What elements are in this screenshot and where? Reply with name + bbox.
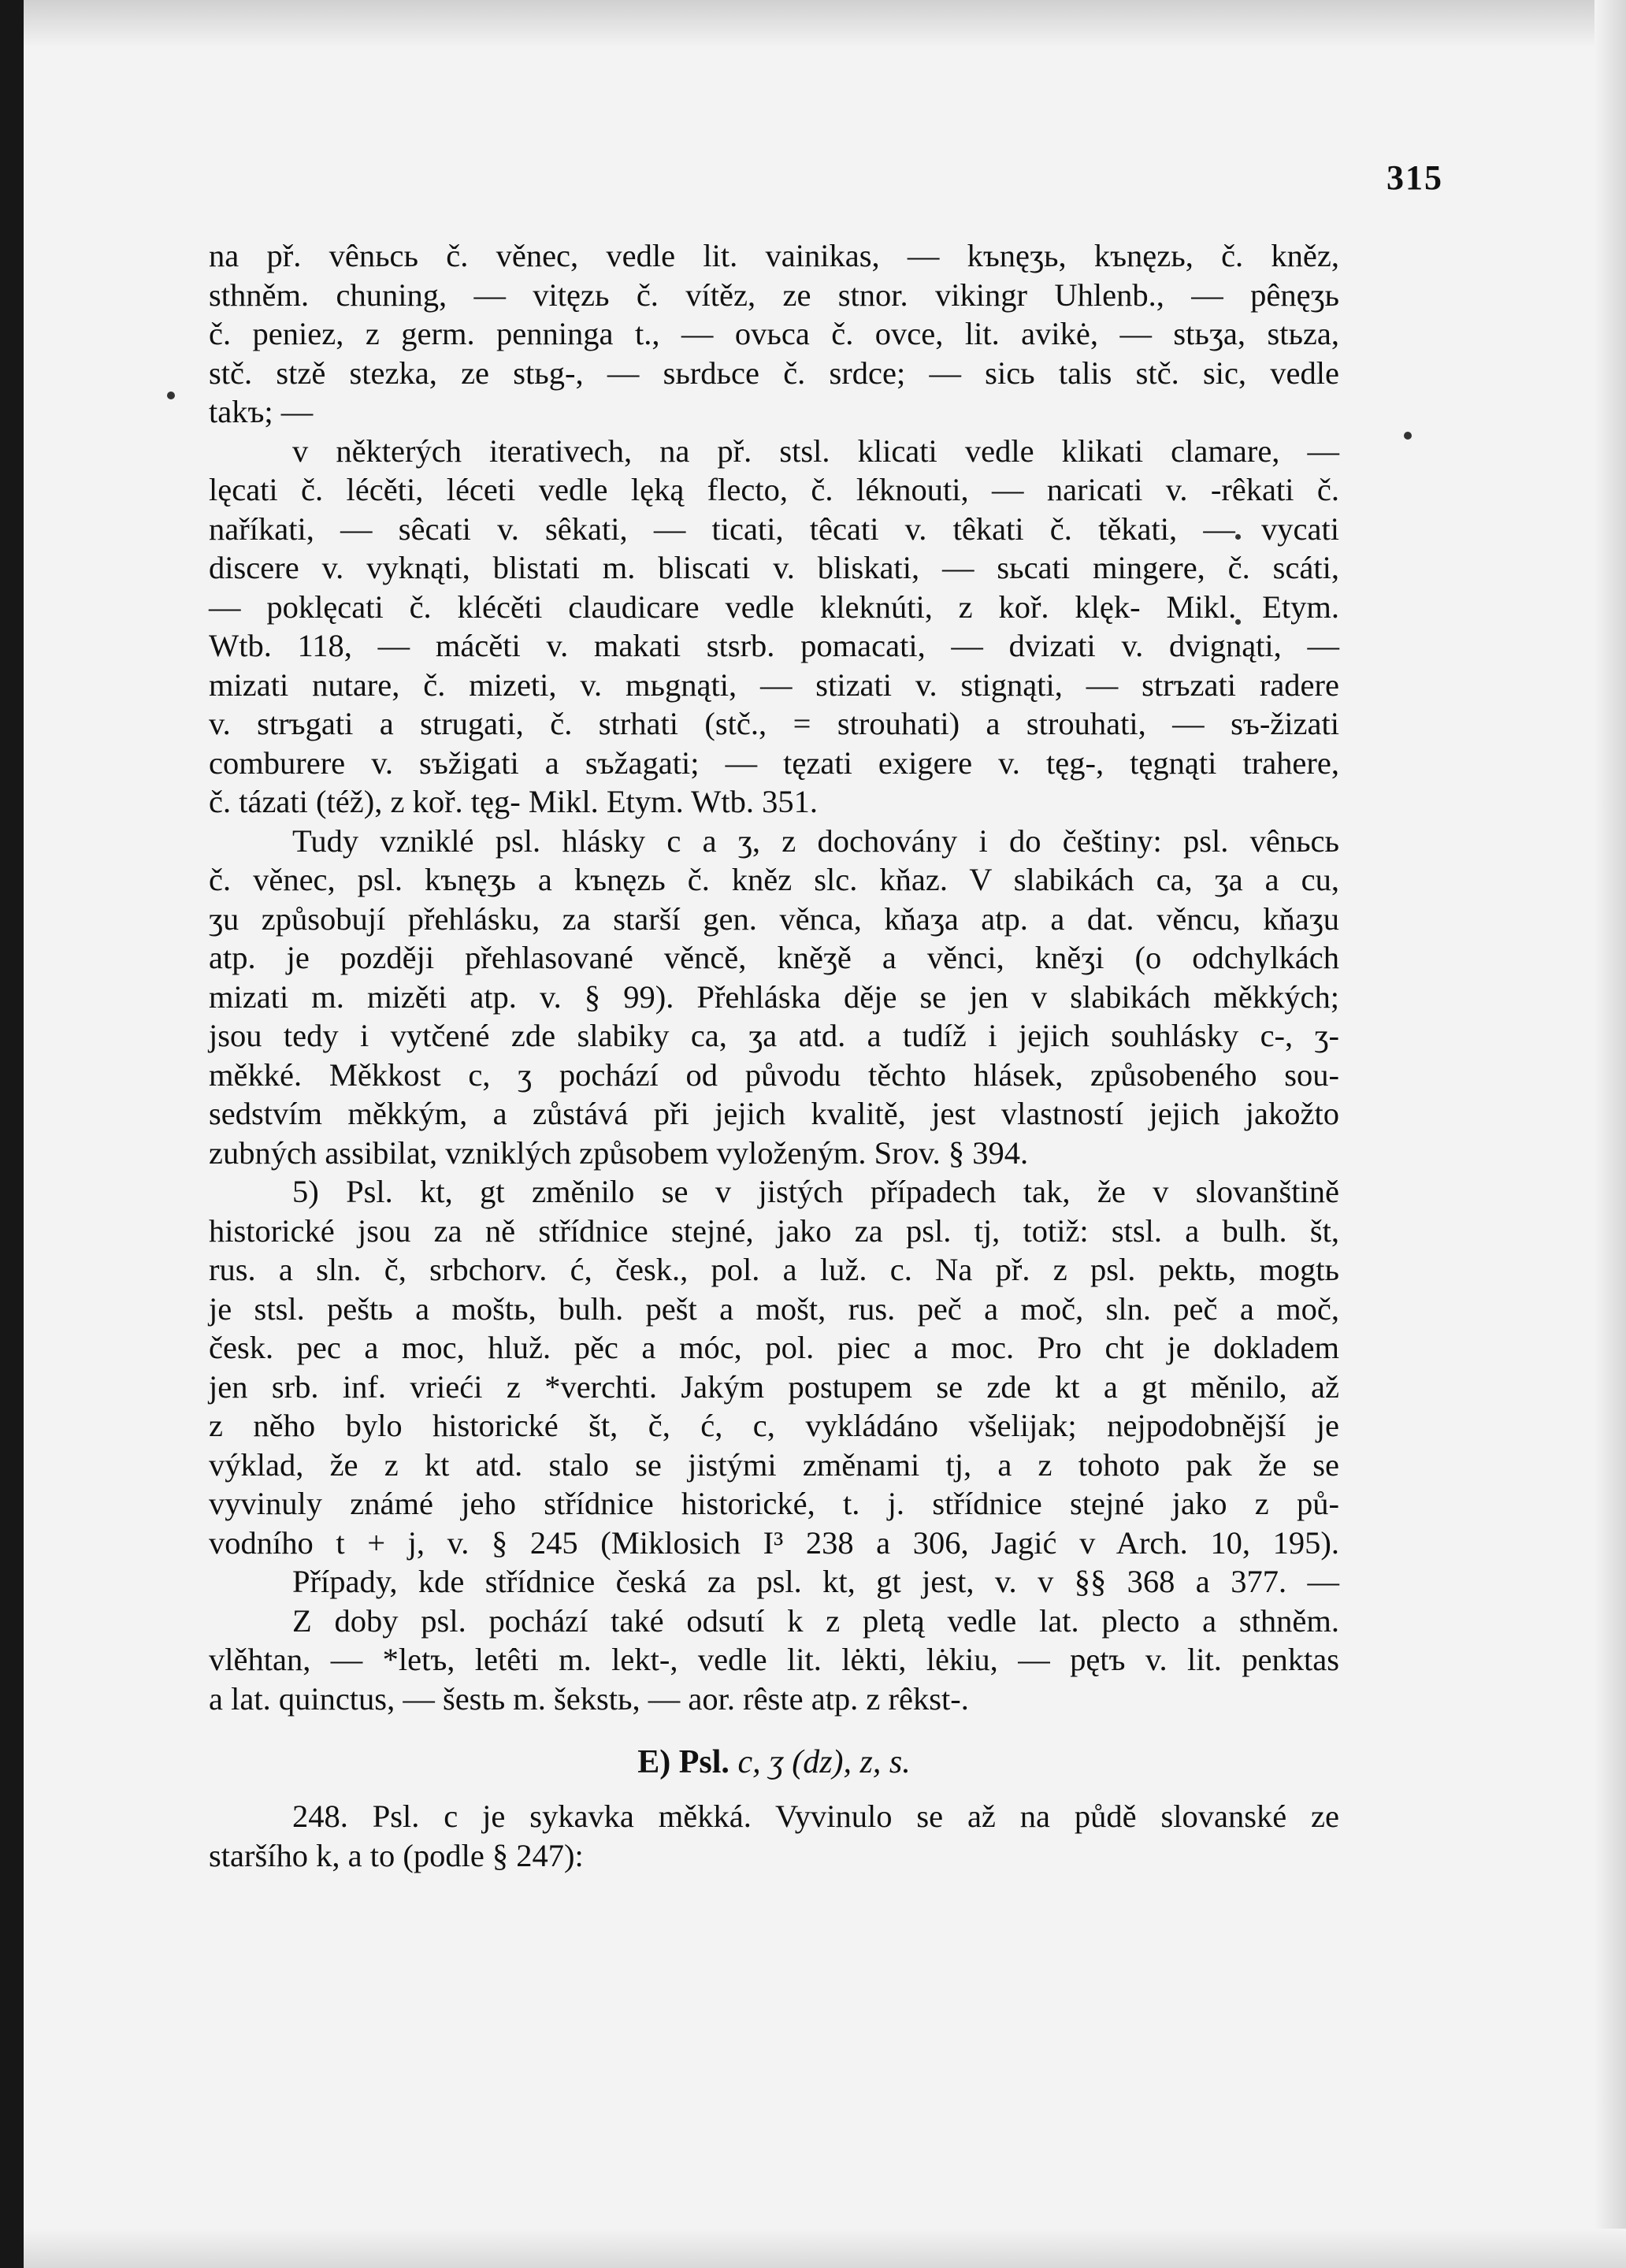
page-right-edge: [1594, 0, 1626, 2268]
text-line: Tudy vzniklé psl. hlásky c a ʒ, z dochovány i do češtiny: psl. vênьcь: [292, 822, 1339, 859]
text-line: Wtb. 118, — mácěti v. makati stsrb. pomacati, — dvizati v. dvignąti, —: [209, 628, 1339, 663]
text-line: historické jsou za ně střídnice stejné, jako za psl. tj, totiž: stsl. a bulh. št,: [209, 1212, 1339, 1249]
text-line: výklad, že z kt atd. stalo se jistými změnami tj, a z tohoto pak že se: [209, 1446, 1339, 1483]
section-heading: [209, 1728, 1339, 1797]
page-number: 315: [1387, 158, 1443, 197]
text-line: comburere v. sъžigati a sъžagati; — tęzati exigere v. tęg-, tęgnąti trahere,: [209, 744, 1339, 781]
text-line: naříkati, — sêcati v. sêkati, — ticati, têcati v. têkati č. těkati, — vycati: [209, 510, 1339, 547]
book-spine-shadow: [0, 0, 24, 2268]
text-line: zubných assibilat, vzniklých způsobem vyloženým. Srov. § 394.: [209, 1134, 1029, 1171]
text-line: mizati nutare, č. mizeti, v. mьgnąti, — stizati v. stignąti, — strъzati radere: [209, 666, 1339, 703]
text-line: mizati m. mizěti atp. v. § 99). Přehláska děje se jen v slabikách měkkých;: [209, 978, 1339, 1015]
text-line: 5) Psl. kt, gt změnilo se v jistých případech tak, že v slovanštině: [292, 1174, 1339, 1209]
text-line: č. věnec, psl. kъnęʒь a kъnęzь č. kněz slc. kňaz. V slabikách ca, ʒa a cu,: [209, 862, 1339, 897]
text-line: atp. je později přehlasované věncě, kněʒě a věnci, kněʒi (o odchylkách: [209, 940, 1339, 975]
text-line: stč. stzě stezka, ze stьg-, — sьrdьce č. srdce; — sicь talis stč. sic, vedle: [209, 354, 1339, 391]
text-line: discere v. vyknąti, blistati m. bliscati v. bliskati, — sьcati mingere, č. scáti,: [209, 550, 1339, 585]
text-line: vyvinuly známé jeho střídnice historické, t. j. střídnice stejné jako z pů-: [209, 1486, 1339, 1521]
text-line: vlěhtan, — *letъ, letêti m. lekt-, vedle lit. lėkti, lėkiu, — pętъ v. lit. penktas: [209, 1642, 1339, 1677]
text-line: rus. a sln. č, srbchorv. ć, česk., pol. a luž. c. Na př. z psl. pektь, mogtь: [209, 1252, 1339, 1287]
body-text: [209, 236, 1339, 1875]
section-heading-label: E) Psl.: [637, 1744, 729, 1780]
paragraph-248-line: 248. Psl. c je sykavka měkká. Vyvinulo se až na půdě slovanské ze: [292, 1798, 1339, 1834]
text-line: a lat. quinctus, — šestь m. šekstь, — aor. rêste atp. z rêkst-.: [209, 1680, 969, 1717]
text-line: č. peniez, z germ. penninga t., — ovьca č. ovce, lit. avikė, — stьʒa, stьza,: [209, 316, 1339, 351]
section-heading-letters: c, ʒ (dz), z, s.: [737, 1744, 911, 1780]
text-line: v některých iterativech, na př. stsl. klicati vedle klikati clamare, —: [292, 432, 1339, 469]
page-bottom-edge: [24, 2229, 1626, 2268]
text-line: — poklęcati č. klécěti claudicare vedle kleknúti, z koř. klęk- Mikl. Etym.: [209, 588, 1339, 625]
text-line: lęcati č. lécěti, léceti vedle lęką flecto, č. léknouti, — naricati v. -rêkati č.: [209, 472, 1339, 507]
text-line: č. tázati (též), z koř. tęg- Mikl. Etym. Wtb. 351.: [209, 784, 819, 819]
scan-speck: [167, 392, 175, 399]
scan-speck: [1404, 432, 1412, 440]
text-line: vodního t + j, v. § 245 (Miklosich I³ 238 a 306, Jagić v Arch. 10, 195).: [209, 1524, 1339, 1561]
text-line: na př. vênьcь č. věnec, vedle lit. vainikas, — kъnęʒь, kъnęzь, č. kněz,: [209, 238, 1339, 273]
text-line: měkké. Měkkost c, ʒ pochází od původu těchto hlásek, způsobeného sou-: [209, 1056, 1339, 1093]
text-line: z něho bylo historické št, č, ć, c, vykládáno všelijak; nejpodobnější je: [209, 1408, 1339, 1443]
text-line: Případy, kde střídnice česká za psl. kt, gt jest, v. v §§ 368 a 377. —: [292, 1564, 1339, 1599]
text-line: sthněm. chuning, — vitęzь č. vítěz, ze stnor. vikingr Uhlenb., — pênęʒь: [209, 277, 1339, 313]
text-line: v. strъgati a strugati, č. strhati (stč., = strouhati) a strouhati, — sъ-žizati: [209, 706, 1339, 741]
text-line: takъ; —: [209, 394, 314, 429]
text-line: je stsl. peštь a moštь, bulh. pešt a mošt, rus. peč a moč, sln. peč a moč,: [209, 1290, 1339, 1327]
text-line: česk. pec a moc, hluž. pěc a móc, pol. piec a moc. Pro cht je dokladem: [209, 1330, 1339, 1365]
text-line: Z doby psl. pochází také odsutí k z pletą vedle lat. plecto a sthněm.: [292, 1602, 1339, 1639]
text-line: sedstvím měkkým, a zůstává při jejich kvalitě, jest vlastností jejich jakožto: [209, 1096, 1339, 1131]
page-top-edge: [24, 0, 1626, 47]
paragraph-248-line: staršího k, a to (podle § 247):: [209, 1837, 584, 1873]
text-line: jen srb. inf. vrieći z *verchti. Jakým postupem se zde kt a gt měnilo, až: [209, 1368, 1339, 1405]
text-line: ʒu způsobují přehlásku, za starší gen. věnca, kňaʒa atp. a dat. věncu, kňaʒu: [209, 900, 1339, 937]
text-line: jsou tedy i vytčené zde slabiky ca, ʒa atd. a tudíž i jejich souhlásky c-, ʒ-: [209, 1018, 1339, 1053]
